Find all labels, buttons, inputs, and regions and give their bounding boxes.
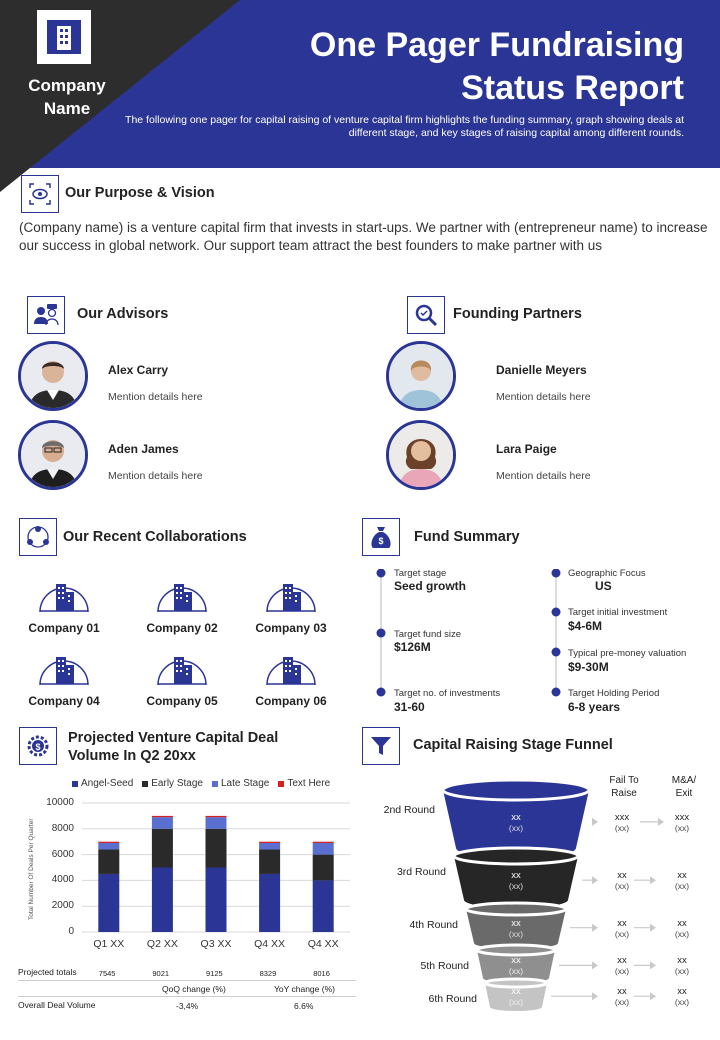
fail-value: xxx	[614, 811, 630, 823]
advisor-name: Alex Carry	[108, 363, 169, 377]
advisor-detail: Mention details here	[108, 391, 203, 403]
funnel-arrowhead	[592, 818, 598, 826]
exit-value: xx	[677, 917, 687, 929]
report-title: One Pager Fundraising Status Report	[309, 26, 684, 107]
company-label: Company 03	[255, 621, 327, 635]
fund-summary-label: Target Holding Period	[568, 688, 660, 699]
fund-summary-label: Target stage	[394, 568, 447, 579]
svg-text:$: $	[35, 742, 41, 752]
round-label: 5th Round	[420, 960, 469, 972]
total-value: 8329	[259, 969, 277, 978]
yoy-change: 6.6%	[294, 1001, 314, 1011]
collaborations-title: Our Recent Collaborations	[63, 529, 247, 545]
fail-to-raise-header: Fail To Raise	[609, 775, 639, 799]
x-tick-label: Q4 XX	[254, 938, 286, 950]
fund-summary-label: Target no. of investments	[394, 688, 501, 699]
legend-label: Angel-Seed	[81, 778, 134, 789]
advisor-detail: Mention details here	[108, 470, 203, 482]
funnel-stage-subvalue: (xx)	[508, 966, 524, 977]
fund-summary-value: $4-6M	[568, 619, 603, 633]
purpose-text: (Company name) is a venture capital firm that invests in start-ups. We partner with (entrepreneur name) to increase our success in global network. Our support team attract the best founders to make partner with us	[19, 220, 708, 253]
exit-value: xx	[677, 870, 687, 882]
funnel-stage-rim	[454, 848, 578, 864]
exit-value: xxx	[674, 811, 690, 823]
funnel-stage-value: xx	[511, 917, 521, 929]
fund-summary-label: Geographic Focus	[568, 568, 646, 579]
round-label: 6th Round	[428, 993, 477, 1005]
funnel-stage-value: xx	[511, 870, 521, 882]
exit-subvalue: (xx)	[674, 966, 690, 977]
funnel-arrowhead	[650, 961, 656, 969]
volume-row-label: Overall Deal Volume	[18, 1000, 96, 1010]
funnel-stage-rim	[477, 945, 555, 955]
round-label: 2nd Round	[383, 804, 435, 816]
advisor-name: Aden James	[108, 442, 179, 456]
partner-name: Lara Paige	[496, 442, 557, 456]
totals-row-label: Projected totals	[18, 967, 77, 977]
purpose-title: Our Purpose & Vision	[65, 185, 215, 201]
y-tick-label: 4000	[51, 874, 74, 886]
funnel-stage-subvalue: (xx)	[508, 928, 524, 939]
y-tick-label: 2000	[51, 900, 74, 912]
fund-summary-title: Fund Summary	[414, 529, 520, 545]
fund-summary-value: 31-60	[394, 700, 425, 714]
funnel-stage-value: xx	[511, 986, 521, 998]
legend-label: Late Stage	[220, 778, 270, 789]
company-label: Company 05	[146, 694, 218, 708]
fail-subvalue: (xx)	[614, 928, 630, 939]
funnel-stage-rim	[466, 903, 566, 915]
fund-summary-label: Typical pre-money valuation	[568, 648, 687, 659]
total-value: 9021	[152, 969, 170, 978]
chart-ylabel: Total Number Of Deals Per Quarter	[28, 818, 35, 920]
funnel-arrowhead	[592, 992, 598, 1000]
exit-header: M&A/ Exit	[671, 775, 697, 799]
funnel-stage-subvalue: (xx)	[508, 997, 524, 1008]
fail-subvalue: (xx)	[614, 822, 630, 833]
funnel-arrowhead	[592, 961, 598, 969]
x-tick-label: Q3 XX	[200, 938, 232, 950]
svg-text:$: $	[378, 536, 384, 546]
fail-subvalue: (xx)	[614, 966, 630, 977]
table-col-header: YoY change (%)	[274, 984, 335, 994]
funnel-arrowhead	[650, 992, 656, 1000]
partner-detail: Mention details here	[496, 391, 591, 403]
fund-summary-label: Target initial investment	[568, 607, 668, 618]
total-value: 9125	[206, 969, 223, 978]
y-tick-label: 6000	[51, 848, 74, 860]
x-tick-label: Q1 XX	[93, 938, 125, 950]
fail-value: xx	[617, 870, 627, 882]
exit-subvalue: (xx)	[674, 997, 690, 1008]
round-label: 3rd Round	[396, 866, 446, 878]
funnel-stage-subvalue: (xx)	[508, 881, 524, 892]
fund-summary-label: Target fund size	[394, 629, 462, 640]
exit-subvalue: (xx)	[674, 881, 690, 892]
company-label: Company 06	[255, 694, 327, 708]
fund-summary-value: $126M	[394, 640, 431, 654]
exit-value: xx	[677, 955, 687, 967]
fail-value: xx	[617, 955, 627, 967]
legend-label: Text Here	[287, 778, 331, 789]
partners-title: Founding Partners	[453, 306, 582, 322]
total-value: 8016	[313, 969, 330, 978]
company-label: Company 01	[28, 621, 100, 635]
fund-summary-value: Seed growth	[394, 579, 467, 593]
company-name: Company Name	[28, 76, 106, 118]
report-subtitle: The following one pager for capital raising of venture capital firm highlights the funding summary, graph showing deals at different stage, and key stages of raising capital among different rounds.	[125, 114, 684, 139]
x-tick-label: Q4 XX	[307, 938, 339, 950]
fail-value: xx	[617, 986, 627, 998]
table-col-header: QoQ change (%)	[162, 984, 226, 994]
qoq-change: -3,4%	[176, 1001, 199, 1011]
funnel-stage-rim	[443, 780, 589, 800]
y-tick-label: 10000	[46, 797, 74, 808]
funnel-arrowhead	[650, 876, 656, 884]
exit-subvalue: (xx)	[674, 928, 690, 939]
funnel-arrowhead	[592, 876, 598, 884]
y-tick-label: 0	[68, 926, 74, 937]
funnel-stage-subvalue: (xx)	[508, 822, 524, 833]
funnel-stage-value: xx	[511, 955, 521, 967]
partner-name: Danielle Meyers	[496, 363, 587, 377]
fail-subvalue: (xx)	[614, 881, 630, 892]
y-tick-label: 8000	[51, 822, 74, 834]
fund-summary-value: $9-30M	[568, 660, 609, 674]
exit-value: xx	[677, 986, 687, 998]
deal-chart-title: Projected Venture Capital Deal Volume In Q2 20xx	[68, 730, 279, 764]
funnel-arrowhead	[592, 924, 598, 932]
funnel-arrowhead	[650, 924, 656, 932]
legend-label: Early Stage	[151, 778, 203, 789]
funnel-stage-value: xx	[511, 811, 521, 823]
round-label: 4th Round	[409, 919, 458, 931]
funnel-title: Capital Raising Stage Funnel	[413, 737, 613, 753]
exit-subvalue: (xx)	[674, 822, 690, 833]
company-label: Company 02	[146, 621, 218, 635]
fail-subvalue: (xx)	[614, 997, 630, 1008]
advisors-title: Our Advisors	[77, 306, 169, 322]
fund-summary-value: US	[595, 579, 612, 593]
partner-detail: Mention details here	[496, 470, 591, 482]
company-label: Company 04	[28, 694, 100, 708]
fail-value: xx	[617, 917, 627, 929]
total-value: 7545	[98, 969, 116, 978]
fund-summary-value: 6-8 years	[568, 700, 621, 714]
x-tick-label: Q2 XX	[146, 938, 178, 950]
